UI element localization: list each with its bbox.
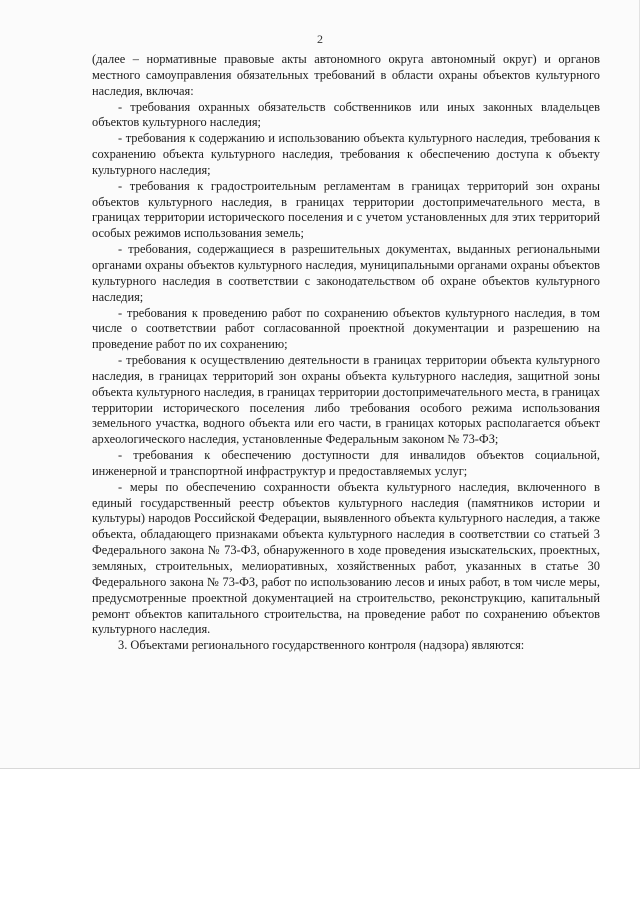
list-item: - требования, содержащиеся в разрешительных документах, выданных региональными органами охраны объектов культурного наследия, муниципальными органами охраны объектов культурного наследия в соответствии с законодательством об охране объектов культурного наследия; — [92, 242, 600, 304]
paragraph-section-3: 3. Объектами регионального государственного контроля (надзора) являются: — [118, 638, 525, 653]
list-item: - требования к проведению работ по сохранению объектов культурного наследия, в том числе о соответствии работ согласованной проектной документации и разрешению на проведение работ по их сохранению; — [92, 305, 600, 352]
list-item: - требования к обеспечению доступности для инвалидов объектов социальной, инженерной и транспортной инфраструктур и предоставляемых услуг; — [92, 448, 600, 478]
list-item: - требования к градостроительным регламентам в границах территорий зон охраны объектов культурного наследия, в границах территории достопримечательного места, в границах территории исторического поселения и с учетом установленных для этих территорий особых режимов использования земель; — [92, 178, 600, 241]
document-body — [92, 52, 600, 654]
list-item: - требования к осуществлению деятельности в границах территории объекта культурного наследия, в границах территорий зон охраны объекта культурного наследия, защитной зоны объекта культурного наследия, в границах территории достопримечательного места, в границах территории исторического поселения либо требования особого режима использования земельного участка, водного объекта или его части, в границах которых располагается объект археологического наследия, установленные Федеральным законом № 73-ФЗ; — [92, 353, 600, 447]
blank-area — [0, 768, 640, 906]
page-number: 2 — [317, 32, 323, 46]
list-item: - меры по обеспечению сохранности объекта культурного наследия, включенного в единый государственный реестр объектов культурного наследия (памятников истории и культуры) народов Российской Федерации, выявленного объекта культурного наследия, а также объекта, обладающего признаками объекта культурного наследия в соответствии со статьей 3 Федерального закона № 73-ФЗ, обнаруженного в ходе проведения изыскательских, проектных, земляных, строительных, мелиоративных, хозяйственных работ, указанных в статье 30 Федерального закона № 73-ФЗ, работ по использованию лесов и иных работ, в том числе меры, предусмотренные проектной документацией на строительство, реконструкцию, капитальный ремонт объектов капитального строительства, на проведение работ по сохранению объектов культурного наследия. — [92, 479, 600, 637]
list-item: - требования охранных обязательств собственников или иных законных владельцев объектов культурного наследия; — [92, 99, 600, 130]
list-item: - требования к содержанию и использованию объекта культурного наследия, требования к сохранению объекта культурного наследия, требования к обеспечению доступа к объекту культурного наследия; — [92, 131, 600, 177]
paragraph-intro: (далее – нормативные правовые акты автономного округа автономный округ) и органов местного самоуправления обязательных требований в области охраны объектов культурного наследия, включая: — [92, 52, 600, 98]
